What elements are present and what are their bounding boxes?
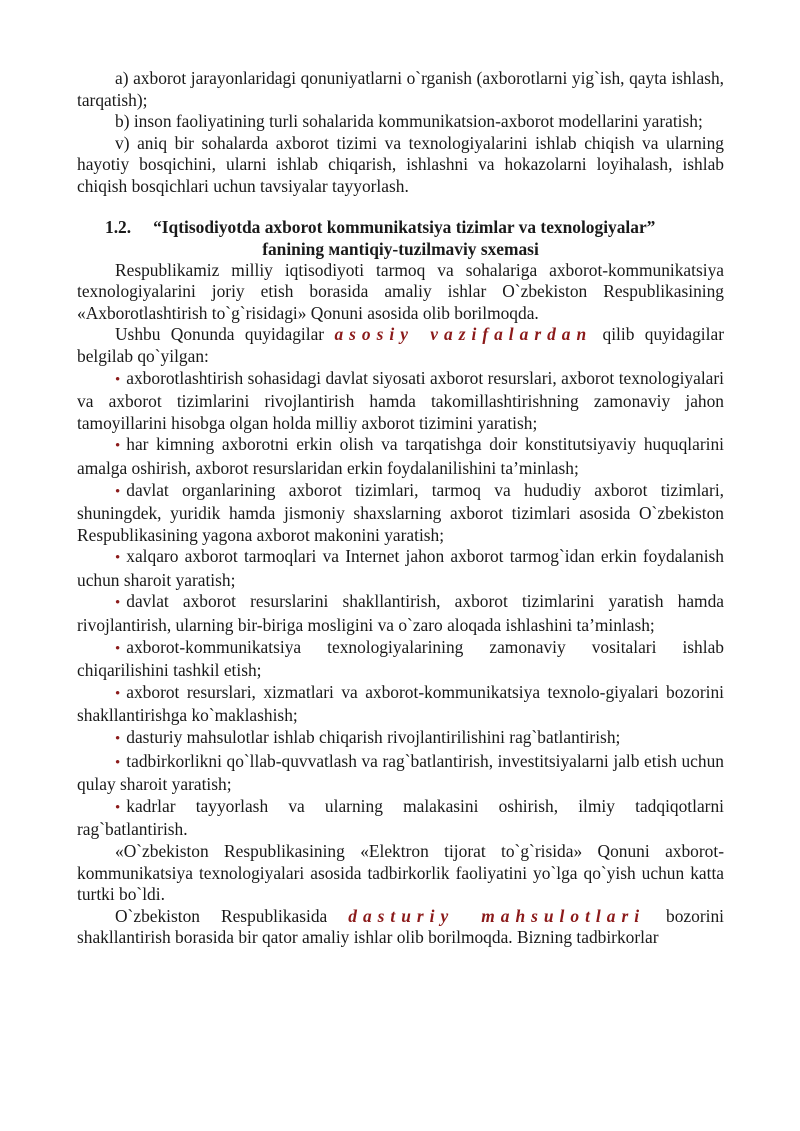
bullet-icon: •: [115, 731, 121, 748]
bullet-icon: •: [115, 483, 121, 500]
software-text-before: O`zbekiston Respublikasida: [115, 905, 349, 926]
bullet-text: kadrlar tayyorlash va ularning malakasini oshirish, ilmiy tadqiqotlarni rag`batlantirish.: [77, 795, 724, 840]
bullet-text: dasturiy mahsulotlar ishlab chiqarish rivojlantirilishini rag`batlantirish;: [126, 727, 621, 748]
tasks-text-after: qilib quyidagilar belgilab qo`yilgan:: [77, 324, 724, 366]
bullet-icon: •: [115, 595, 121, 612]
software-paragraph: [77, 906, 724, 949]
bullet-item: [77, 368, 724, 435]
bullet-item: [77, 591, 724, 636]
bullet-item: [77, 796, 724, 841]
intro-item-b: b) inson faoliyatining turli sohalarida kommunikatsion-axborot modellarini yaratish;: [115, 111, 703, 132]
ecommerce-paragraph: «O`zbekiston Respublikasining «Elektron tijorat to`g`risida» Qonuni axborot-kommunikatsiya texnologiyalari asosida tadbirkorlik faoliyatini yo`lga qo`yish uchun katta turtki bo`ldi.: [77, 841, 724, 905]
law-paragraph: Respublikamiz milliy iqtisodiyoti tarmoq va sohalariga axborot-kommunikatsiya texnologiyalarini joriy etish borasida amaliy ishlar O`zbekiston Respublikasining «Axborotlashtirish to`g`risidagi» Qonuni asosida olib borilmoqda.: [77, 259, 724, 323]
bullet-text: tadbirkorlikni qo`llab-quvvatlash va rag`batlantirish, investitsiyalarni jalb etish uchun qulay sharoit yaratish;: [77, 750, 724, 795]
bullet-icon: •: [115, 685, 121, 702]
bullet-item: [77, 727, 724, 751]
tasks-paragraph: [77, 324, 724, 367]
tasks-emphasis: asosiy vazifalardan: [334, 324, 593, 345]
bullet-icon: •: [115, 640, 121, 657]
bullet-icon: •: [115, 438, 121, 455]
bullet-item: [77, 546, 724, 591]
section-heading: [77, 216, 724, 260]
bullet-text: davlat axborot resurslarini shakllantirish, axborot tizimlarini yaratish hamda rivojlantirish, ularning bir-biriga mosligini va o`zaro aloqada ishlashini ta’minlash;: [77, 591, 724, 636]
bullet-text: davlat organlarining axborot tizimlari, tarmoq va hududiy axborot tizimlari, shuningdek, yuridik hamda jismoniy shaxslarning axborot tizimlari asosida O`zbekiston Respublikasining yagona axborot makonini yaratish;: [77, 479, 724, 545]
bullet-text: axborot-kommunikatsiya texnologiyalarining zamonaviy vositalari ishlab chiqarilishini tashkil etish;: [77, 636, 724, 681]
tasks-text-before: Ushbu Qonunda quyidagilar: [115, 324, 335, 345]
intro-item-a: a) axborot jarayonlaridagi qonuniyatlarni o`rganish (axborotlarni yig`ish, qayta ishlash, tarqatish);: [77, 68, 724, 110]
bullet-text: axborotlashtirish sohasidagi davlat siyosati axborot resurslari, axborot texnologiyalari va axborot tizimlarini rivojlantirish hamda takomillashtirishning zamonaviy jahon tamoyillarini hisobga olgan holda milliy axborot tizimini yaratish;: [77, 367, 724, 433]
section-title-line1: “Iqtisodiyotda axborot kommunikatsiya tizimlar va texnologiyalar”: [153, 216, 656, 237]
bullet-text: har kimning axborotni erkin olish va tarqatishga doir konstitutsiyaviy huquqlarini amalga oshirish, axborot resurslaridan erkin foydalanilishini ta’minlash;: [77, 434, 724, 478]
bullet-item: [77, 682, 724, 727]
software-emphasis: dasturiy mahsulotlari: [348, 905, 646, 926]
bullet-icon: •: [115, 550, 121, 567]
bullet-text: axborot resurslari, xizmatlari va axborot-kommunikatsiya texnolo-giyalari bozorini shakllantirishga ko`maklashish;: [77, 681, 724, 726]
bullet-item: [77, 637, 724, 682]
section-number: 1.2.: [105, 216, 132, 237]
bullet-text: xalqaro axborot tarmoqlari va Internet jahon axborot tarmog`idan erkin foydalanish uchun sharoit yaratish;: [77, 546, 724, 590]
software-text-after: bozorini shakllantirish borasida bir qator amaliy ishlar olib borilmoqda. Bizning tadbirkorlar: [77, 905, 724, 948]
section-title-line2: fanining мantiqiy-tuzilmaviy sxemasi: [262, 238, 539, 259]
bullet-icon: •: [115, 799, 121, 816]
bullet-item: [77, 434, 724, 479]
bullet-item: [77, 751, 724, 796]
intro-item-v: v) aniq bir sohalarda axborot tizimi va texnologiyalarini ishlab chiqish va ularning hayotiy bosqichini, ularni ishlab chiqarish, ishlashni va hokazolarni loyihalash, ishlab chiqish bosqichlari uchun tavsiyalar tayyorlash.: [77, 132, 724, 196]
bullet-item: [77, 480, 724, 547]
bullet-icon: •: [115, 754, 121, 771]
bullet-icon: •: [115, 371, 121, 388]
